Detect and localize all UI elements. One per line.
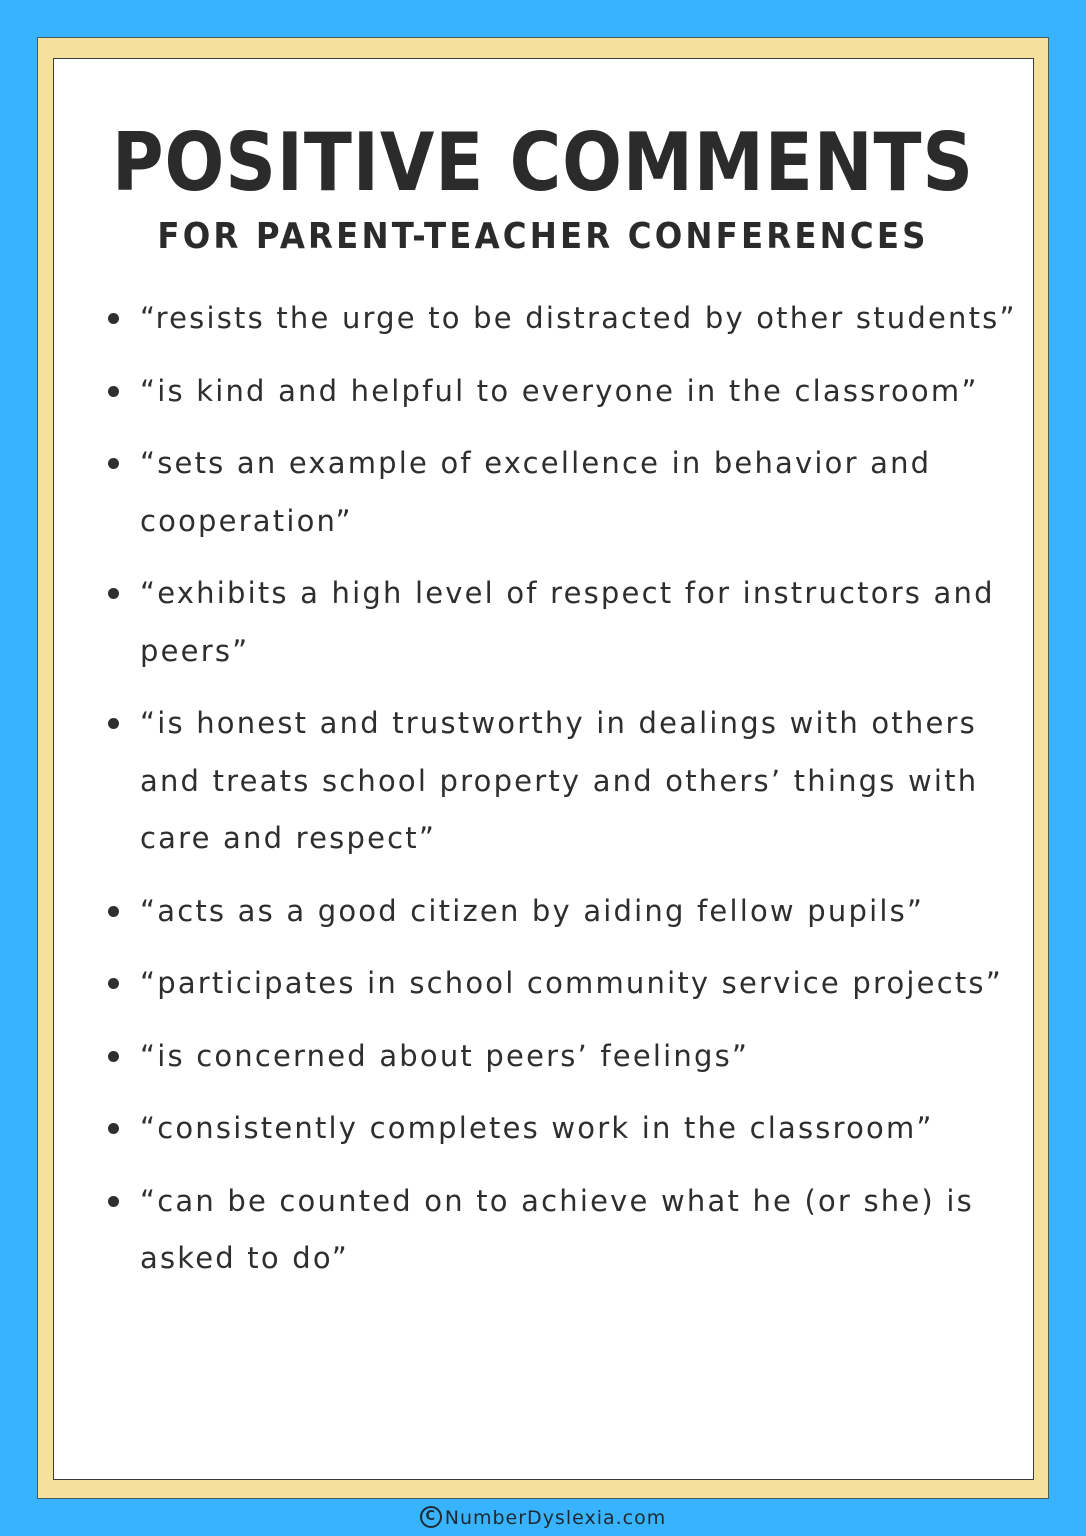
list-item (100, 955, 1020, 1013)
list-item (100, 363, 1020, 421)
comment-text: “resists the urge to be distracted by other students” (140, 301, 1017, 335)
list-item (100, 1100, 1020, 1158)
bullet-icon (108, 458, 119, 469)
comment-text: “consistently completes work in the classroom” (140, 1111, 934, 1145)
list-item (100, 290, 1020, 348)
list-item (100, 1028, 1020, 1086)
comments-list (100, 290, 1020, 1303)
copyright-icon: C (420, 1506, 442, 1528)
list-item (100, 565, 1020, 680)
comment-text: “is kind and helpful to everyone in the classroom” (140, 373, 979, 408)
page-subtitle: FOR PARENT-TEACHER CONFERENCES (157, 216, 929, 257)
list-item (100, 695, 1020, 868)
bullet-icon (108, 588, 119, 599)
comment-text: “participates in school community service projects” (140, 966, 1003, 1000)
comment-text: “can be counted on to achieve what he (or she) is asked to do” (140, 1183, 974, 1275)
comment-text: “is honest and trustworthy in dealings with others and treats school property and others’ things with care and respect” (140, 706, 979, 855)
bullet-icon (108, 386, 119, 397)
list-item (100, 883, 1020, 941)
bullet-icon (108, 906, 119, 917)
comment-text: “acts as a good citizen by aiding fellow pupils” (140, 893, 925, 928)
bullet-icon (108, 1051, 119, 1062)
bullet-icon (108, 718, 119, 729)
page-title: POSITIVE COMMENTS (112, 116, 974, 209)
list-item (100, 435, 1020, 550)
bullet-icon (108, 978, 119, 989)
footer-credit (0, 1505, 1086, 1531)
comment-text: “sets an example of excellence in behavior and cooperation” (140, 446, 932, 538)
footer-site: NumberDyslexia.com (444, 1507, 667, 1529)
comment-text: “exhibits a high level of respect for instructors and peers” (140, 576, 995, 668)
bullet-icon (108, 1196, 119, 1207)
list-item (100, 1173, 1020, 1288)
comment-text: “is concerned about peers’ feelings” (140, 1038, 750, 1073)
bullet-icon (108, 313, 119, 324)
bullet-icon (108, 1123, 119, 1134)
